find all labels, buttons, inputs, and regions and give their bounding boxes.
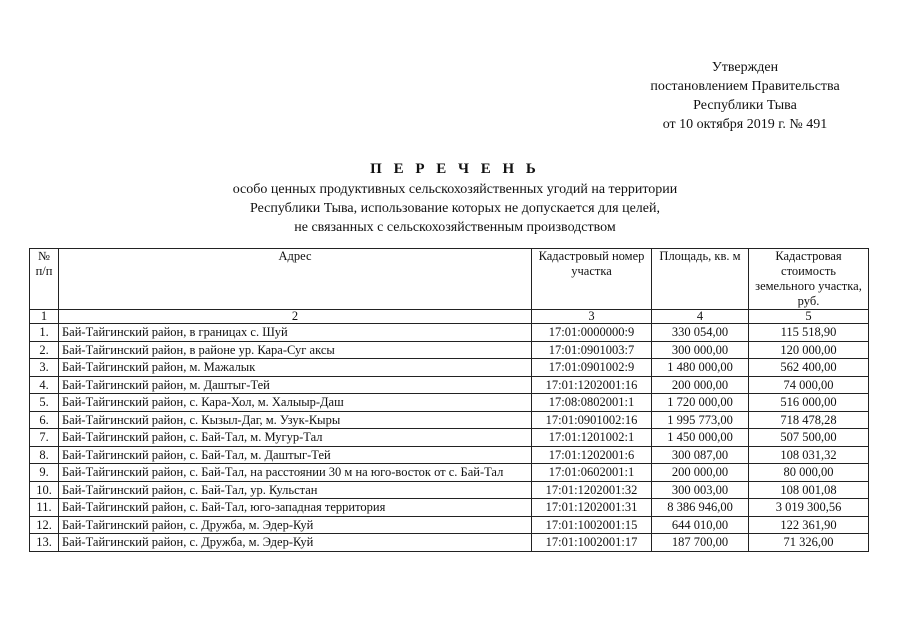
cadastral-number-cell: 17:01:0000000:9 <box>532 324 652 342</box>
column-header-address: Адрес <box>59 249 532 310</box>
cadastral-number-cell: 17:01:1002001:17 <box>532 534 652 552</box>
table-row <box>30 411 869 429</box>
row-number-cell: 11. <box>30 499 59 517</box>
address-cell: Бай-Тайгинский район, с. Бай-Тал, м. Даштыг-Тей <box>59 446 532 464</box>
address-cell: Бай-Тайгинский район, с. Бай-Тал, ур. Кульстан <box>59 481 532 499</box>
cadastral-number-cell: 17:01:1202001:31 <box>532 499 652 517</box>
document-heading: П Е Р Е Ч Е Н Ь <box>370 161 540 177</box>
column-number: 4 <box>652 310 749 324</box>
table-row <box>30 324 869 342</box>
area-cell: 187 700,00 <box>652 534 749 552</box>
cost-cell: 74 000,00 <box>749 376 869 394</box>
cost-cell: 71 326,00 <box>749 534 869 552</box>
title-line: не связанных с сельскохозяйственным производством <box>294 220 616 235</box>
cadastral-number-cell: 17:01:0901002:16 <box>532 411 652 429</box>
cost-cell: 115 518,90 <box>749 324 869 342</box>
column-header-area: Площадь, кв. м <box>652 249 749 310</box>
cost-cell: 108 031,32 <box>749 446 869 464</box>
table-row <box>30 359 869 377</box>
cost-cell: 718 478,28 <box>749 411 869 429</box>
row-number-cell: 6. <box>30 411 59 429</box>
table-row <box>30 394 869 412</box>
area-cell: 8 386 946,00 <box>652 499 749 517</box>
address-cell: Бай-Тайгинский район, с. Дружба, м. Эдер-Куй <box>59 516 532 534</box>
document-title <box>120 160 790 237</box>
cadastral-number-cell: 17:01:0901003:7 <box>532 341 652 359</box>
area-cell: 1 480 000,00 <box>652 359 749 377</box>
column-header-cadastral: Кадастровый номер участка <box>532 249 652 310</box>
address-cell: Бай-Тайгинский район, м. Мажалык <box>59 359 532 377</box>
approval-line: от 10 октября 2019 г. № 491 <box>662 117 828 132</box>
column-number-row <box>30 310 869 324</box>
table-row <box>30 534 869 552</box>
cadastral-number-cell: 17:08:0802001:1 <box>532 394 652 412</box>
approval-line: Утвержден <box>711 60 779 75</box>
cost-cell: 562 400,00 <box>749 359 869 377</box>
row-number-cell: 8. <box>30 446 59 464</box>
table-body <box>30 310 869 552</box>
address-cell: Бай-Тайгинский район, с. Кызыл-Даг, м. Узук-Кыры <box>59 411 532 429</box>
row-number-cell: 1. <box>30 324 59 342</box>
column-header-cost: Кадастровая стоимость земельного участка, руб. <box>749 249 869 310</box>
address-cell: Бай-Тайгинский район, с. Бай-Тал, юго-западная территория <box>59 499 532 517</box>
area-cell: 200 000,00 <box>652 464 749 482</box>
address-cell: Бай-Тайгинский район, с. Кара-Хол, м. Халыыр-Даш <box>59 394 532 412</box>
cost-cell: 3 019 300,56 <box>749 499 869 517</box>
approval-line: постановлением Правительства <box>650 79 840 94</box>
cost-cell: 108 001,08 <box>749 481 869 499</box>
area-cell: 200 000,00 <box>652 376 749 394</box>
area-cell: 300 000,00 <box>652 341 749 359</box>
cadastral-number-cell: 17:01:0602001:1 <box>532 464 652 482</box>
land-registry-table <box>29 248 869 552</box>
table-row <box>30 516 869 534</box>
table-row <box>30 481 869 499</box>
area-cell: 300 087,00 <box>652 446 749 464</box>
address-cell: Бай-Тайгинский район, с. Бай-Тал, на расстоянии 30 м на юго-восток от с. Бай-Тал <box>59 464 532 482</box>
area-cell: 300 003,00 <box>652 481 749 499</box>
row-number-cell: 3. <box>30 359 59 377</box>
row-number-cell: 2. <box>30 341 59 359</box>
header-row <box>30 249 869 310</box>
cost-cell: 80 000,00 <box>749 464 869 482</box>
table-row <box>30 464 869 482</box>
cost-cell: 507 500,00 <box>749 429 869 447</box>
cadastral-number-cell: 17:01:1202001:32 <box>532 481 652 499</box>
row-number-cell: 10. <box>30 481 59 499</box>
table-row <box>30 446 869 464</box>
row-number-cell: 12. <box>30 516 59 534</box>
table-row <box>30 376 869 394</box>
area-cell: 1 995 773,00 <box>652 411 749 429</box>
address-cell: Бай-Тайгинский район, с. Бай-Тал, м. Мугур-Тал <box>59 429 532 447</box>
cost-cell: 516 000,00 <box>749 394 869 412</box>
row-number-cell: 5. <box>30 394 59 412</box>
cost-cell: 120 000,00 <box>749 341 869 359</box>
table-row <box>30 499 869 517</box>
row-number-cell: 7. <box>30 429 59 447</box>
row-number-cell: 4. <box>30 376 59 394</box>
column-number: 5 <box>749 310 869 324</box>
column-number: 1 <box>30 310 59 324</box>
approval-stamp <box>600 58 890 134</box>
title-line: особо ценных продуктивных сельскохозяйственных угодий на территории <box>232 182 678 197</box>
address-cell: Бай-Тайгинский район, в районе ур. Кара-Суг аксы <box>59 341 532 359</box>
table-row <box>30 429 869 447</box>
area-cell: 644 010,00 <box>652 516 749 534</box>
approval-line: Республики Тыва <box>693 98 797 113</box>
column-number: 3 <box>532 310 652 324</box>
cost-cell: 122 361,90 <box>749 516 869 534</box>
title-line: Республики Тыва, использование которых не допускается для целей, <box>250 201 660 216</box>
cadastral-number-cell: 17:01:1202001:6 <box>532 446 652 464</box>
address-cell: Бай-Тайгинский район, м. Даштыг-Тей <box>59 376 532 394</box>
cadastral-number-cell: 17:01:1201002:1 <box>532 429 652 447</box>
area-cell: 1 720 000,00 <box>652 394 749 412</box>
cadastral-number-cell: 17:01:1202001:16 <box>532 376 652 394</box>
row-number-cell: 13. <box>30 534 59 552</box>
area-cell: 330 054,00 <box>652 324 749 342</box>
cadastral-number-cell: 17:01:0901002:9 <box>532 359 652 377</box>
row-number-cell: 9. <box>30 464 59 482</box>
column-number: 2 <box>59 310 532 324</box>
column-header-number: № п/п <box>30 249 59 310</box>
address-cell: Бай-Тайгинский район, с. Дружба, м. Эдер-Куй <box>59 534 532 552</box>
area-cell: 1 450 000,00 <box>652 429 749 447</box>
cadastral-number-cell: 17:01:1002001:15 <box>532 516 652 534</box>
table-row <box>30 341 869 359</box>
address-cell: Бай-Тайгинский район, в границах с. Шуй <box>59 324 532 342</box>
